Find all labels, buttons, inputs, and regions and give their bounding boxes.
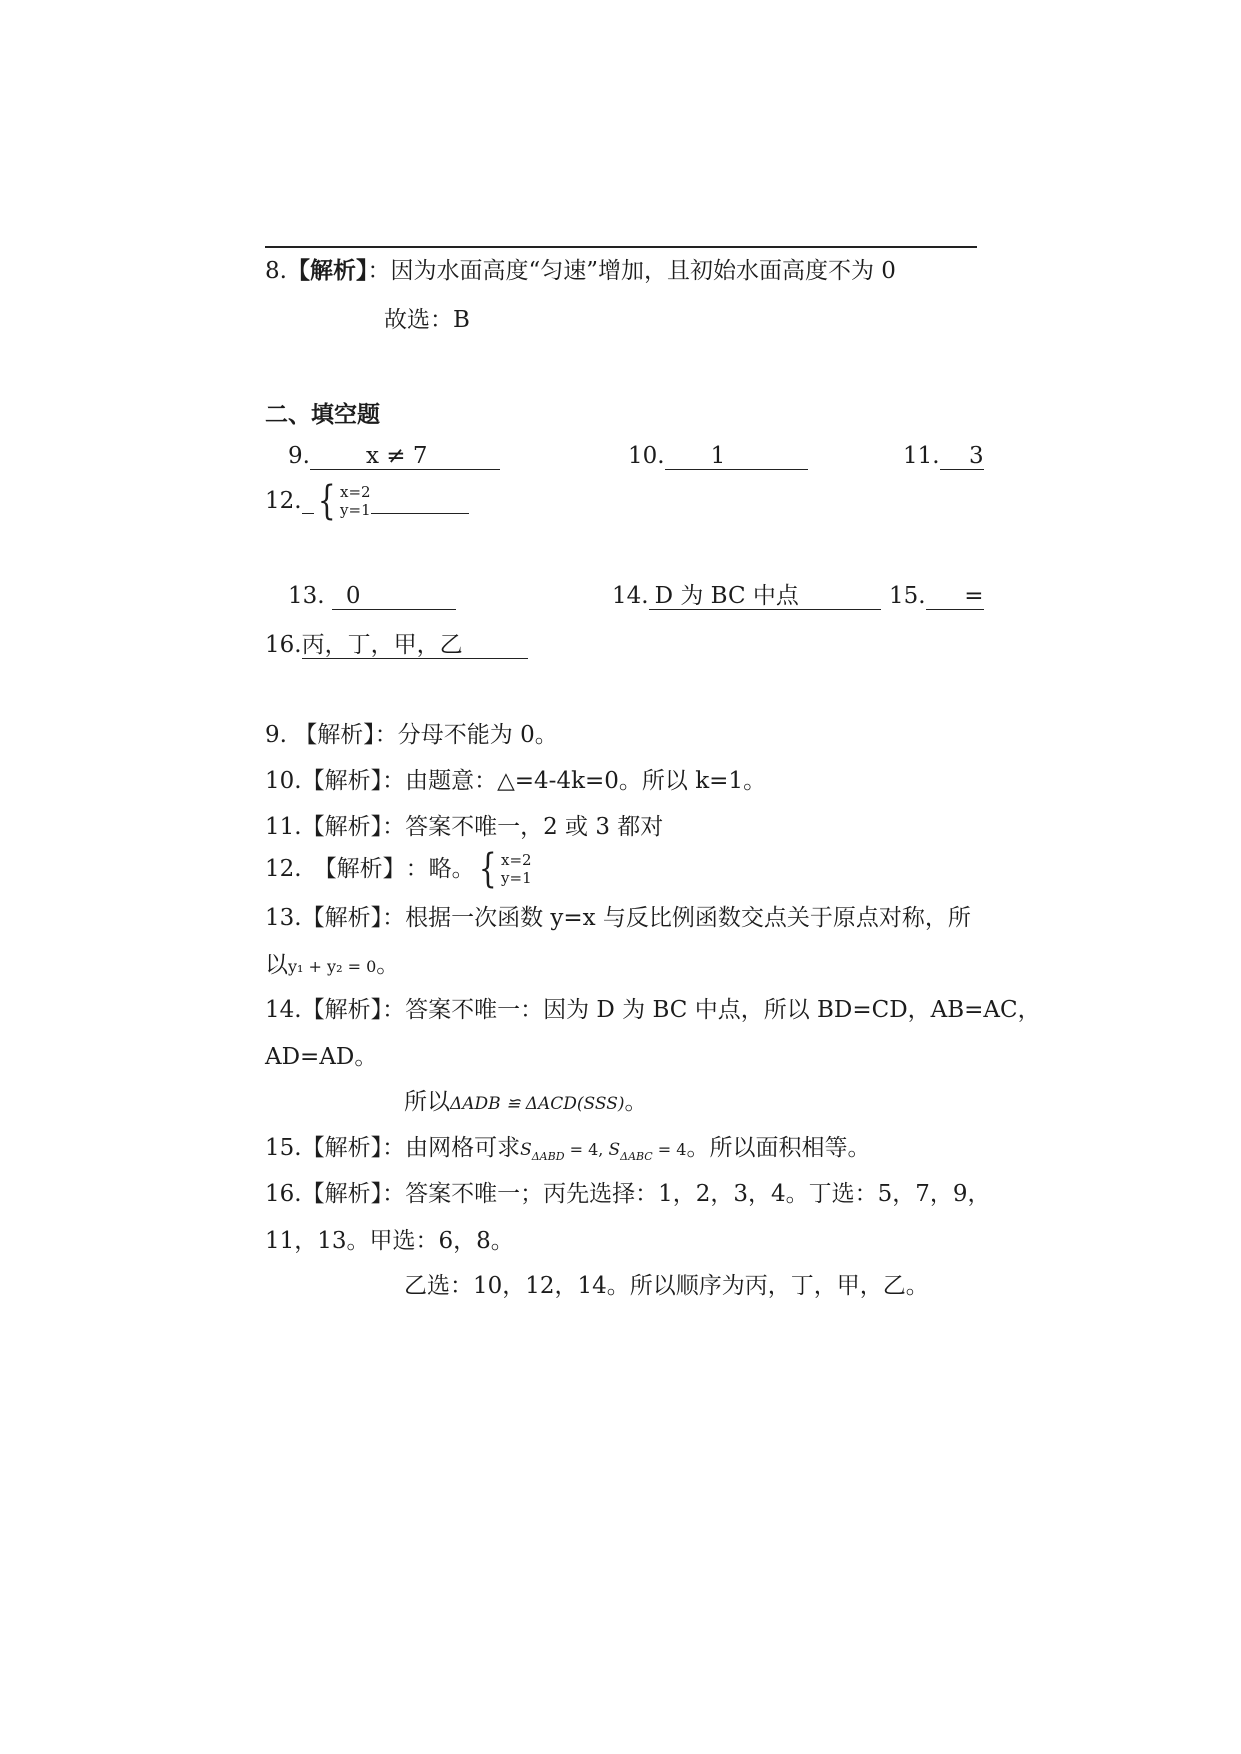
answer-13-label: 13.: [288, 583, 325, 609]
explanation-11-number: 11.: [265, 814, 302, 840]
explanation-13-prefix: 以: [265, 952, 288, 978]
answer-14-label: 14.: [612, 583, 649, 609]
explanation-15: [265, 1133, 870, 1172]
explanation-14-suffix: 。: [624, 1089, 648, 1115]
q8-explanation: [265, 256, 896, 286]
answer-10-label: 10.: [628, 443, 665, 469]
q8-text: ：因为水面高度“匀速”增加，且初始水面高度不为 0: [367, 258, 896, 284]
explanation-10-number: 10.: [265, 768, 302, 794]
explanation-15-tag: 【解析】: [301, 1135, 383, 1161]
answer-16-label: 16.: [265, 632, 302, 658]
explanation-12-eq2: y=1: [501, 869, 532, 887]
explanation-16-line3: 乙选：10，12，14。所以顺序为丙，丁，甲，乙。: [404, 1273, 929, 1299]
explanation-11-tag: 【解析】: [301, 814, 383, 840]
answer-11-label: 11.: [903, 443, 940, 469]
explanation-15-sub1: ΔABD: [531, 1150, 565, 1163]
brace-icon: {: [317, 478, 336, 524]
answer-16: [265, 630, 528, 660]
explanation-11: [265, 812, 663, 842]
brace-icon: {: [478, 846, 497, 892]
explanation-16-line2: 11，13。甲选：6，8。: [265, 1228, 514, 1254]
explanation-15-prefix: ：由网格可求: [382, 1135, 521, 1161]
answer-12-system: [314, 478, 371, 524]
answer-9: [288, 441, 500, 471]
explanation-14-prefix: 所以: [404, 1089, 450, 1115]
answer-9-label: 9.: [288, 443, 310, 469]
explanation-13: [265, 903, 971, 933]
q8-answer: 故选：B: [384, 307, 470, 333]
explanation-9-text: ：分母不能为 0。: [374, 722, 558, 748]
explanation-16: [265, 1179, 991, 1209]
answer-12-eq1: x=2: [340, 483, 371, 501]
explanation-15-number: 15.: [265, 1135, 302, 1161]
explanation-14: [265, 995, 1041, 1025]
answer-12-eq2: y=1: [340, 501, 371, 519]
answer-15: [889, 581, 984, 611]
explanation-14-tag: 【解析】: [301, 997, 383, 1023]
answer-11: [903, 441, 984, 471]
answer-12-label: 12.: [265, 488, 302, 514]
answer-13-value: 0: [332, 583, 456, 610]
explanation-12: [265, 846, 532, 892]
explanation-14-formula: ΔADB ≌ ΔACD(SSS): [450, 1094, 625, 1114]
answer-12-lead-line: [302, 497, 314, 514]
explanation-15-s1: S: [520, 1140, 532, 1160]
answer-15-label: 15.: [889, 583, 926, 609]
explanation-12-tag: 【解析】: [313, 856, 406, 882]
answer-14: [612, 581, 881, 611]
explanation-13-formula: y₁ + y₂ = 0: [288, 957, 377, 976]
explanation-10: [265, 766, 766, 796]
explanation-13-text: ：根据一次函数 y=x 与反比例函数交点关于原点对称，所: [382, 905, 971, 931]
explanation-13-tag: 【解析】: [301, 905, 383, 931]
explanation-16-tag: 【解析】: [301, 1181, 383, 1207]
explanation-15-mid: = 4,: [564, 1140, 609, 1159]
q8-tag: 【解析】: [286, 257, 368, 284]
answer-15-value: =: [926, 583, 984, 610]
explanation-13-suffix: 。: [376, 952, 400, 978]
explanation-15-s2: S: [608, 1140, 621, 1160]
explanation-13-number: 13.: [265, 905, 302, 931]
answer-12-trail-line: [371, 497, 469, 514]
answer-10: [628, 441, 808, 471]
explanation-11-text: ：答案不唯一，2 或 3 都对: [382, 814, 664, 840]
q8-number: 8.: [265, 258, 287, 284]
explanation-15-suffix: 。所以面积相等。: [686, 1135, 871, 1161]
answer-16-value: 丙，丁，甲，乙: [302, 632, 528, 659]
explanation-12-system: [475, 846, 532, 892]
answer-11-value: 3: [940, 443, 984, 470]
top-rule: [265, 246, 977, 248]
explanation-15-end: = 4: [652, 1140, 687, 1159]
explanation-16-text: ：答案不唯一；丙先选择：1，2，3，4。丁选：5，7，9，: [382, 1181, 991, 1207]
explanation-12-number: 12.: [265, 856, 302, 882]
explanation-9: [265, 720, 558, 750]
explanation-15-sub2: ΔABC: [620, 1150, 653, 1163]
explanation-9-tag: 【解析】: [294, 722, 375, 748]
section-title: 二、填空题: [265, 401, 380, 428]
answer-9-value: x ≠ 7: [310, 443, 500, 470]
explanation-10-text: ：由题意：△=4-4k=0。所以 k=1。: [382, 768, 767, 794]
answer-13: [288, 581, 456, 611]
explanation-14-number: 14.: [265, 997, 302, 1023]
explanation-13-line2: [265, 950, 399, 982]
explanation-10-tag: 【解析】: [301, 768, 383, 794]
explanation-14-line3: [404, 1087, 648, 1119]
explanation-12-eq1: x=2: [501, 851, 532, 869]
explanation-14-text: ：答案不唯一：因为 D 为 BC 中点，所以 BD=CD，AB=AC，: [382, 997, 1041, 1023]
answer-10-value: 1: [665, 443, 808, 470]
answer-12: [265, 478, 469, 524]
explanation-16-number: 16.: [265, 1181, 302, 1207]
explanation-14-line2: AD=AD。: [265, 1044, 378, 1070]
explanation-9-number: 9.: [265, 722, 287, 748]
answer-14-value: D 为 BC 中点: [649, 583, 881, 610]
explanation-12-text: ：略。: [405, 856, 475, 882]
